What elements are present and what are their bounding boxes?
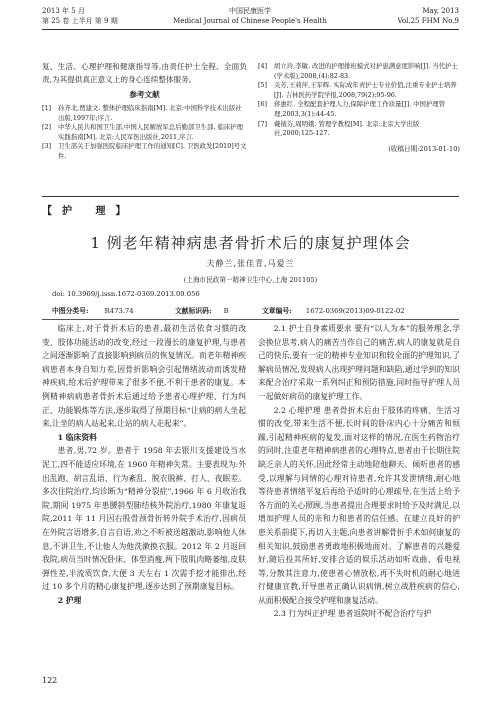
journal-name-cn: 中国民康医学 <box>229 7 271 15</box>
header-volume: 第 25 卷 上半月 第 9 期 <box>42 17 118 25</box>
previous-article-left-column <box>42 60 247 162</box>
reference-text: 关芳,王莉萍,王军辉. 实际成年责护士专业价值,注重专业护士培养[J]. 吉林医药学院学报,2008,79(2):95-96. <box>274 81 457 99</box>
intro-paragraph: 临床上,对于骨折术后的患者,最初生活依食习惯的改变、肢体功能活动的改变,经过一段漫长的康复护理,与患者之间逐渐影响了直接影响到病员的恢复情况。而老年精神疾病患者本身自知力差,因骨折影响会引起情绪波动而诱发精神疾病,给术后护理带来了很多不便,不利于患者的康复。本例精神病病患者骨折术后通过给予患者心理护理、行为纠正、功能锻炼等方法,逐步取得了预期目标“让病的病人坐起来,让坐的病人站起来,让站的病人走起来”。 <box>42 324 246 429</box>
references-title: 参考文献 <box>129 90 160 99</box>
reference-item <box>42 104 247 123</box>
section-heading-clinical-data: 1 临床资料 <box>57 432 97 442</box>
previous-article-right-column <box>258 62 460 156</box>
reference-number: [1] <box>42 104 52 112</box>
reference-number: [2] <box>42 123 52 132</box>
body-left-column <box>42 322 246 607</box>
journal-date-volume-en <box>398 6 459 26</box>
reference-number: [3] <box>42 142 52 151</box>
reference-item <box>258 81 460 100</box>
previous-article-paragraph: 复、生活、心理护理和健康指导等,由责任护士全程、全面负责,为其提供真正意义上的身心连续整体服务。 <box>42 62 247 84</box>
doc-code-value: B <box>223 307 229 315</box>
reference-item <box>42 142 247 161</box>
journal-date-volume <box>42 6 118 26</box>
article-title: 1 例老年精神病患者骨折术后的康复护理体会 <box>90 234 411 252</box>
section-heading-nursing: 2 护理 <box>57 595 82 605</box>
clc-line <box>52 305 134 315</box>
reference-text: 蒋惠红. 全程配套护理人力,保障护理工作质量[J]. 中国护理管理,2003,3(1):44-45. <box>274 100 446 118</box>
article-number-label: 文章编号: <box>262 307 292 315</box>
section-divider <box>42 196 459 197</box>
metadata-divider <box>42 319 459 320</box>
article-number-value: 1672-0369(2013)09-0122-02 <box>305 307 405 315</box>
behavior-correction-paragraph: 2.3 行为纠正护理 患者返院时不配合治疗与护 <box>273 609 432 619</box>
header-divider <box>42 29 459 30</box>
reference-text: 胡立玲,李敏. 改进的护理排班模式对护患满意度影响[J]. 当代护士(学术版),2008,(4):82-83. <box>274 62 458 80</box>
doi-label: doi: <box>52 290 65 298</box>
reference-number: [5] <box>258 81 268 90</box>
journal-name <box>170 6 330 26</box>
reference-item <box>258 62 460 81</box>
reference-item <box>258 100 460 119</box>
article-affiliation: (上海市民政第一精神卫生中心,上海 201105) <box>183 276 318 284</box>
journal-name-en: Medical Journal of Chinese People's Health <box>173 17 327 25</box>
doc-code-label: 文献标识码: <box>175 307 212 315</box>
received-date: (收稿日期:2013-01-10) <box>388 144 460 153</box>
article-authors: 夫静兰,张佳青,马爱兰 <box>206 259 295 268</box>
article-number-line <box>262 305 405 315</box>
psychological-care-paragraph: 2.2 心理护理 患者骨折术后由于肢体的疼痛、生活习惯的改变,带来生活不便,长时间的卧床内心十分痛苦和烦躁,引起精神疾病的复发,面对这样的情况,在医生药物治疗的同时,注重老年精神病患者的心理特点,患者由于长期住院缺乏亲人的关怀,因此经常主动地陪他聊天、倾听患者的感受,以理解与同情的心理对待患者,允许其发泄情绪,耐心地等待患者情绪平复后再给予适时的心理疏导,在生活上给予各方面的关心照顾,当患者提出合理要求时给予及时满足,以增加护理人员的亲和力和患者的信任感。在建立良好的护患关系前提下,再切入主题,向患者讲解骨折手术如何康复的相关知识,鼓励患者勇敢地积极地面对。了解患者的兴趣爱好,随后投其所好,安排合适的娱乐活动如听戏曲、看电视等,分散其注意力,使患者心情放松,再不失时机的耐心地进行健康宣教,开导患者正确认识病情,树立战胜疾病的信心,从面积极配合接受护理和康复活动。 <box>258 405 460 605</box>
page-number: 122 <box>42 676 58 685</box>
reference-text: 戴钺芬,周明娥. 管理学教程[M]. 北京:北京大学出版社,2000;125-127. <box>274 119 420 138</box>
reference-number: [6] <box>258 100 268 109</box>
doc-code-line <box>175 305 229 315</box>
reference-item <box>42 123 247 142</box>
nurse-quality-paragraph: 2.1 护士自身素质要求 要有“以人为本”的服务理念,学会换位思考,病人的痛苦当作自己的痛苦,病人的康复就是自己的快乐,要有一定的精神专业知识和较全面的护理知识,了解病员情况,发现病人出现护理问题和缺陷,通过学到的知识来配合治疗采取一系列纠正和预防措施,同时指导护理人员一起做好病员的康复护理工作。 <box>258 324 460 401</box>
reference-text: 卫生部关于加强医院临床护理工作的通知[C]. 卫医政发[2010]号文件. <box>58 142 247 160</box>
header-volume-en: Vol.25 FHM No.9 <box>397 17 459 25</box>
reference-number: [7] <box>258 119 268 128</box>
clinical-data-paragraph: 患者,男,72 岁。患者于 1958 年去银川支援建设当水泥工,四不能适应环境,在 1960 年精神失常。主要表现为:外出乱跑、胡言乱语、行为紊乱、脱衣脱裤、打人、夜眠差。多次住院治疗,均诊断为“精神分裂症”,1966 年 6 月收治我院,期间 1975 年患腰斜型肺结核外院治疗,1980 年康复返院,2011 年 11 月因右股骨颈骨折转外院手术治疗,因病员在外院言语增多,自言自语,劝之不听被送越激动,影响他人休息,不讲卫生,不让他人为他洗漱换衣服。2012 年 2 月返回我院,病员当时情况卧床、体型消瘦,两下肢肌肉略萎缩,皮肤弹性差,半流质饮食,大便 3 天左右 1 次需手挖才能排出,经过 10 多个月的精心康复护理,逐步达到了预期康复目标。 <box>42 446 246 592</box>
doi-value: 10.3969/j.issn.1672-0369.2013.09.056 <box>67 290 200 298</box>
reference-item <box>258 120 460 139</box>
reference-number: [4] <box>258 62 268 70</box>
body-right-column <box>258 322 460 621</box>
reference-text: 中华人民共和国卫生部,中国人民解放军总后勤部卫生部. 临床护理实践指南[M]. 北京:人民军医出版社,2011,序言. <box>58 123 244 141</box>
section-tag: 【护 理】 <box>42 206 136 217</box>
doi-line <box>52 290 200 298</box>
header-date-en: May, 2013 <box>422 7 459 15</box>
clc-value: R473.74 <box>104 307 134 315</box>
clc-label: 中图分类号: <box>52 307 89 315</box>
header-date: 2013 年 5 月 <box>42 7 85 15</box>
reference-text: 孙齐北,贾建文. 整体护理临床指南[M]. 北京:中国科学技术出版社出版,1997年;序言. <box>58 104 242 122</box>
